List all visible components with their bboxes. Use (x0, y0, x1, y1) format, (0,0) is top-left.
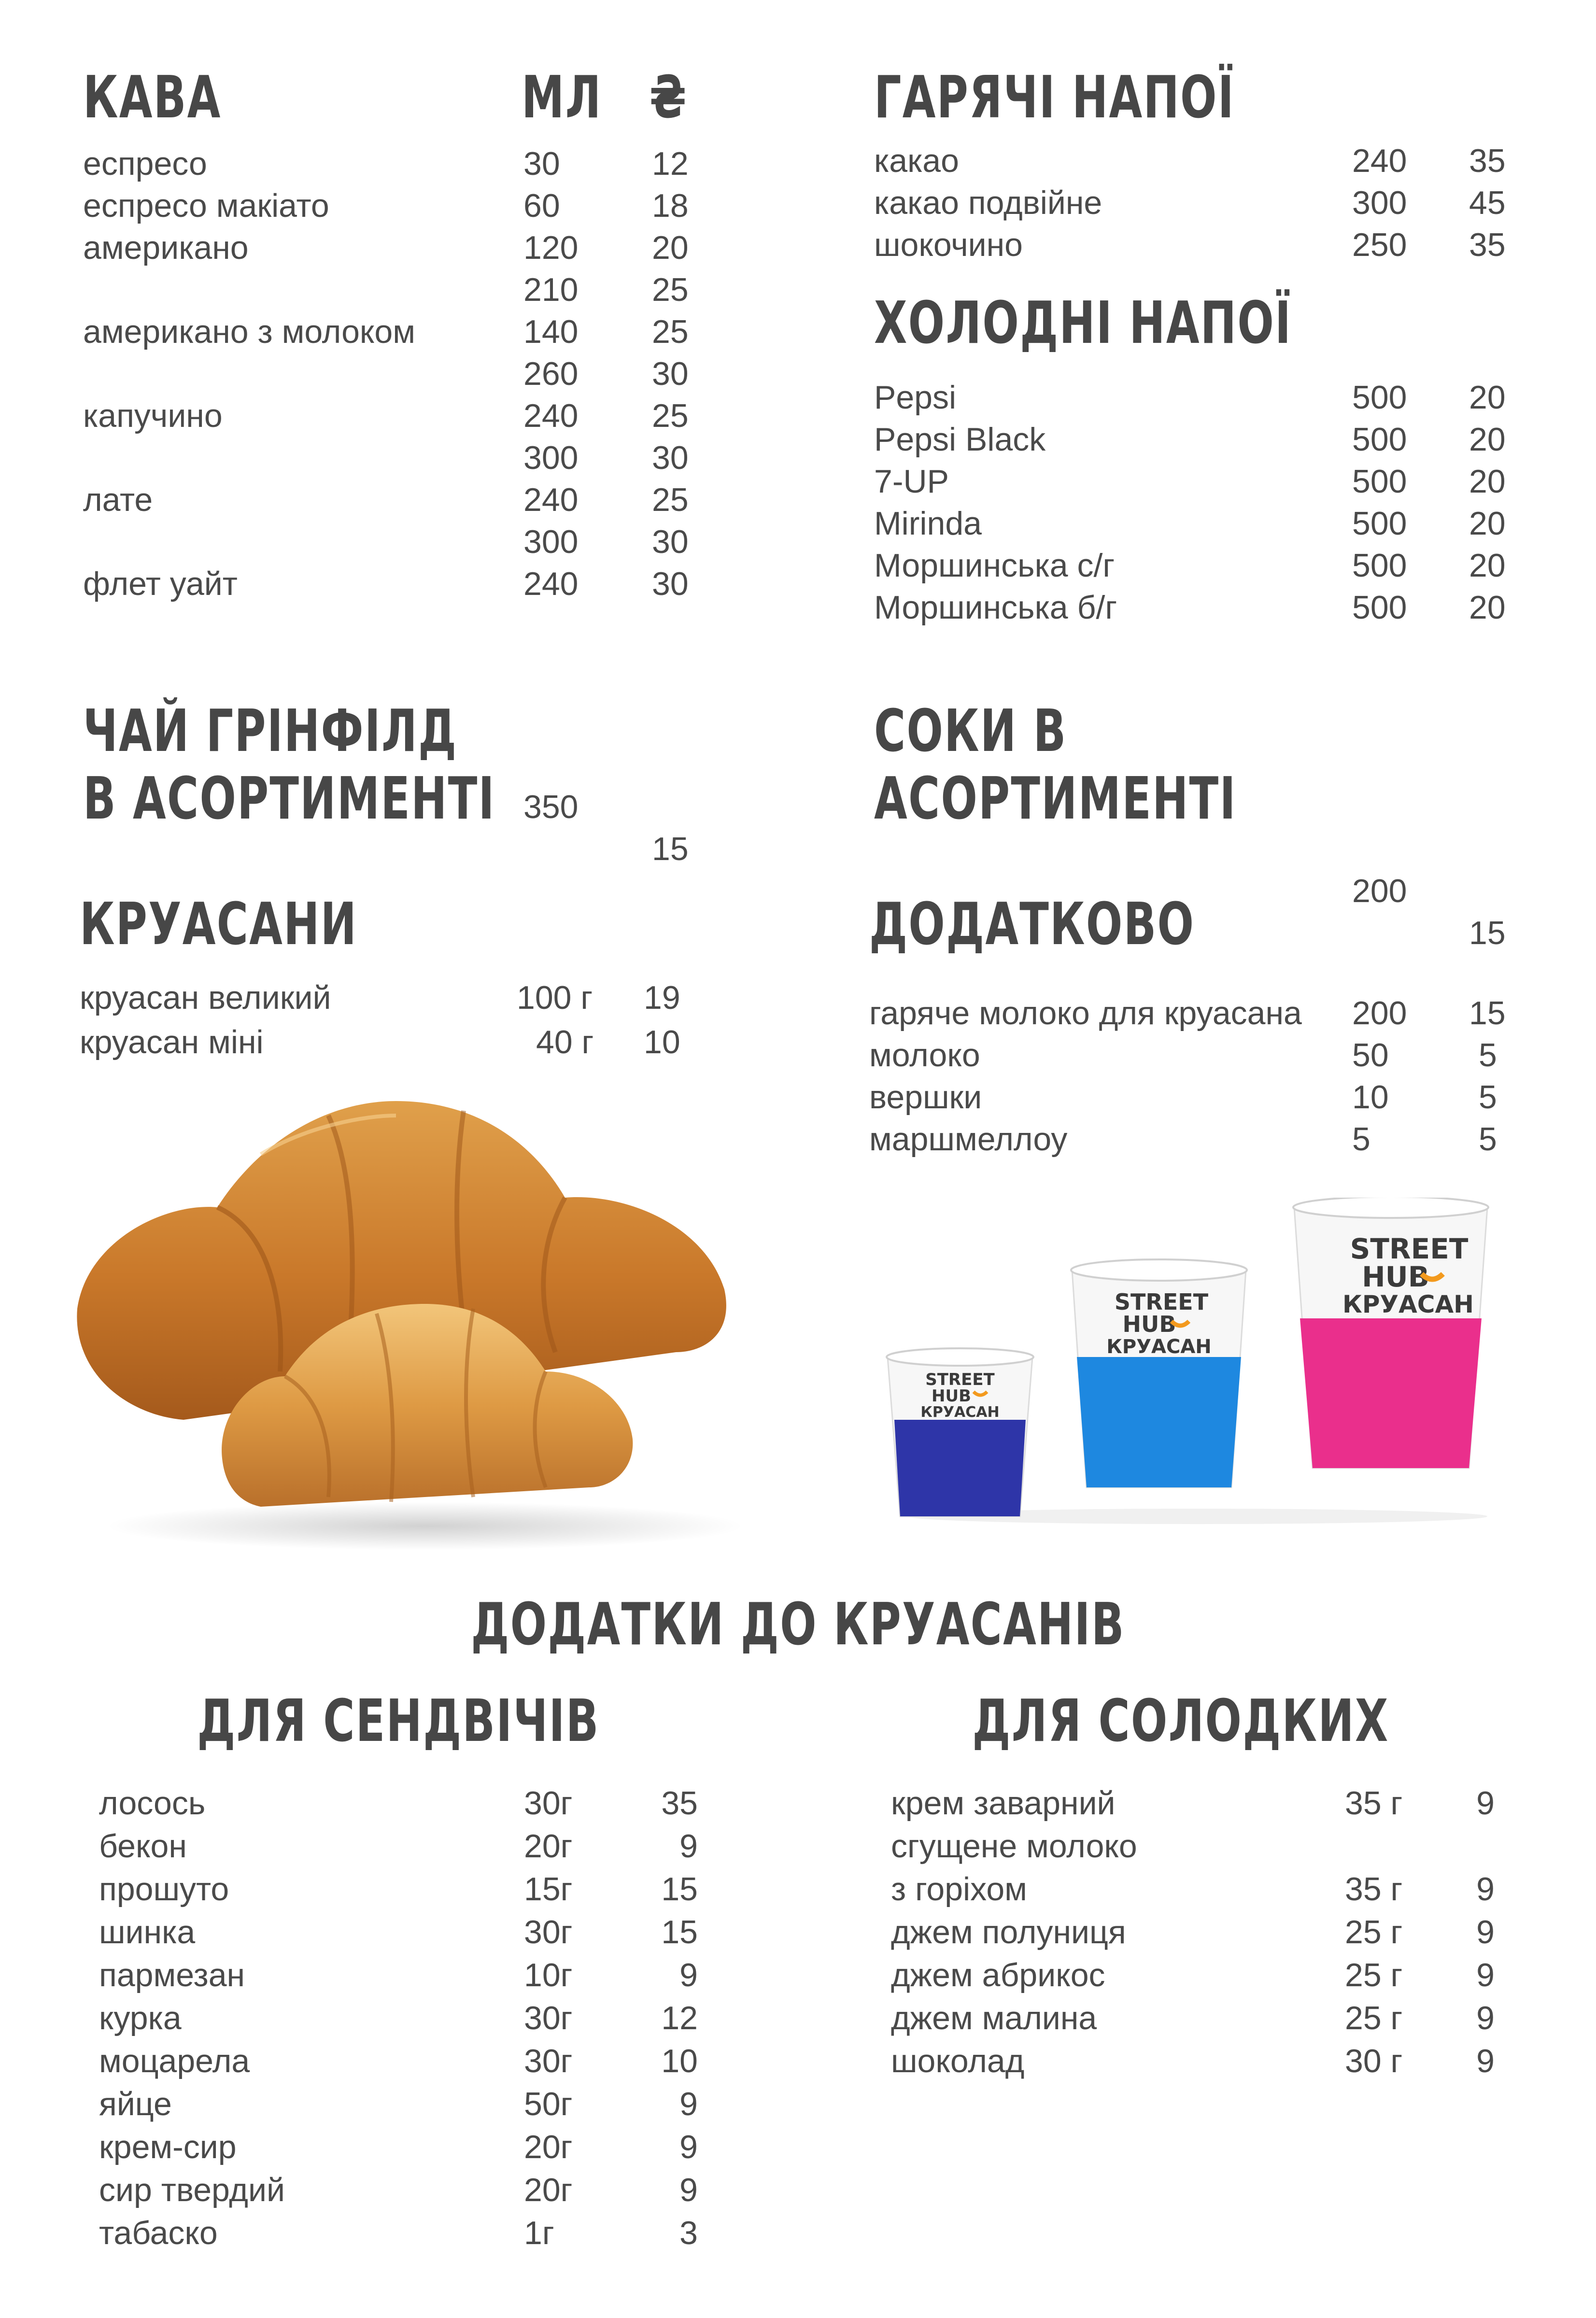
item-name: маршмеллоу (869, 1121, 1068, 1158)
item-volume: 210 (523, 271, 579, 308)
item-price: 10 (644, 1024, 680, 1060)
juice-title-line2: АСОРТИМЕНТІ (874, 765, 1237, 833)
sandwich-row (99, 1782, 727, 1825)
item-volume: 120 (523, 229, 579, 266)
extra-row (869, 1076, 1511, 1118)
item-volume: 500 (1352, 379, 1407, 416)
sweet-row (891, 1954, 1519, 1997)
item-price: 20 (1469, 463, 1506, 500)
item-price: 35 (661, 1785, 698, 1822)
item-weight: 30г (524, 1785, 573, 1822)
item-volume: 500 (1352, 421, 1407, 458)
item-price: 35 (1469, 142, 1506, 179)
item-price: 30 (652, 355, 689, 392)
sweet-row (891, 1997, 1519, 2040)
item-weight: 10г (524, 1957, 573, 1993)
item-name: Моршинська б/г (874, 589, 1117, 626)
item-name: моцарела (99, 2043, 250, 2079)
item-weight: 20г (524, 1828, 573, 1865)
item-volume: 240 (523, 565, 579, 602)
tea-title-line2: В АСОРТИМЕНТІ (83, 765, 495, 833)
item-price: 9 (1476, 2043, 1495, 2079)
item-price: 20 (652, 229, 689, 266)
item-name: Pepsi Black (874, 421, 1046, 458)
item-weight: 30г (524, 1914, 573, 1951)
item-name: молоко (869, 1037, 980, 1074)
item-weight: 30 г (1345, 2043, 1403, 2079)
item-volume: 500 (1352, 547, 1407, 584)
item-name: американо з молоком (83, 313, 416, 350)
item-name: еспресо макіато (83, 187, 329, 224)
item-price: 9 (1476, 1914, 1495, 1951)
item-name: яйце (99, 2086, 172, 2122)
item-price: 9 (1476, 1957, 1495, 1993)
item-name: з горіхом (891, 1871, 1027, 1908)
coffee-title: КАВА (83, 64, 222, 131)
cold-drink-row (874, 545, 1511, 587)
item-name: Mirinda (874, 505, 982, 542)
item-price: 12 (661, 2000, 698, 2036)
sweet-row (891, 1782, 1519, 1825)
item-price: 5 (1479, 1037, 1497, 1074)
cold-drink-row (874, 461, 1511, 503)
cup-small-line3: КРУАСАН (920, 1404, 1000, 1421)
item-name: бекон (99, 1828, 187, 1865)
coffee-row (83, 185, 711, 227)
item-name: джем абрикос (891, 1957, 1105, 1993)
item-price: 15 (661, 1914, 698, 1951)
coffee-row (83, 269, 711, 311)
item-price: 9 (679, 2172, 698, 2208)
item-volume: 250 (1352, 226, 1407, 263)
item-price: 9 (679, 1957, 698, 1993)
item-price: 9 (679, 2086, 698, 2122)
item-weight: 30г (524, 2043, 573, 2079)
hryvnia-icon: ₴ (650, 64, 688, 131)
item-weight: 30г (524, 2000, 573, 2036)
item-price: 10 (661, 2043, 698, 2079)
cup-medium (1071, 1259, 1247, 1487)
item-price: 25 (652, 481, 689, 518)
sandwich-row (99, 1997, 727, 2040)
item-name: шинка (99, 1914, 196, 1951)
item-name: вершки (869, 1079, 982, 1116)
tea-title-line1: ЧАЙ ГРІНФІЛД (83, 698, 458, 765)
sandwich-row (99, 2040, 727, 2083)
sandwich-row (99, 1911, 727, 1954)
item-name: лате (83, 481, 153, 518)
sweet-row (891, 1868, 1519, 1911)
extras-title: ДОДАТКОВО (869, 891, 1195, 958)
tea-price: 15 (652, 831, 689, 867)
sandwich-list (99, 1782, 727, 2255)
item-price: 20 (1469, 421, 1506, 458)
coffee-row (83, 353, 711, 395)
cup-large-line3: КРУАСАН (1342, 1290, 1474, 1318)
item-name: еспресо (83, 145, 207, 182)
item-weight: 35 г (1345, 1871, 1403, 1908)
item-price: 9 (1476, 1785, 1495, 1822)
item-name: круасан міні (80, 1024, 264, 1060)
item-price: 25 (652, 313, 689, 350)
item-price: 45 (1469, 184, 1506, 221)
sandwich-row (99, 1954, 727, 1997)
item-price: 30 (652, 565, 689, 602)
item-price: 30 (652, 523, 689, 560)
item-volume: 30 (523, 145, 560, 182)
item-name: курка (99, 2000, 182, 2036)
cold-drinks-title: ХОЛОДНІ НАПОЇ (874, 290, 1292, 357)
item-price: 25 (652, 271, 689, 308)
item-price: 5 (1479, 1121, 1497, 1158)
sweet-list (891, 1782, 1519, 2083)
addons-title: ДОДАТКИ ДО КРУАСАНІВ (471, 1591, 1125, 1658)
item-name: пармезан (99, 1957, 245, 1993)
item-name: какао подвійне (874, 184, 1102, 221)
cold-drink-row (874, 503, 1511, 545)
sandwich-row (99, 2212, 727, 2255)
sandwich-row (99, 2126, 727, 2169)
croissant-row (80, 975, 707, 1020)
cup-small-line1: STREET (925, 1370, 995, 1389)
item-price: 15 (661, 1871, 698, 1908)
coffee-list (83, 143, 711, 605)
item-price: 3 (679, 2215, 698, 2251)
cup-medium-line1: STREET (1114, 1289, 1209, 1315)
cup-small (887, 1348, 1033, 1516)
item-volume: 500 (1352, 463, 1407, 500)
item-weight: 20г (524, 2172, 573, 2208)
extra-row (869, 1034, 1511, 1076)
sandwich-row (99, 1868, 727, 1911)
item-volume: 240 (523, 481, 579, 518)
item-volume: 10 (1352, 1079, 1389, 1116)
hot-drink-row (874, 182, 1511, 224)
item-name: 7-UP (874, 463, 949, 500)
cup-large-line2: HUB (1362, 1260, 1429, 1293)
item-volume: 300 (523, 523, 579, 560)
cup-medium-line2: HUB (1122, 1311, 1176, 1337)
item-weight: 40 г (536, 1024, 594, 1060)
croissants-list (80, 975, 707, 1064)
cold-drinks-list (874, 377, 1511, 629)
item-name: табаско (99, 2215, 218, 2251)
sweet-row (891, 1825, 1519, 1868)
item-volume: 5 (1352, 1121, 1370, 1158)
item-price: 15 (1469, 995, 1506, 1032)
item-price: 20 (1469, 505, 1506, 542)
item-volume: 500 (1352, 589, 1407, 626)
coffee-row (83, 395, 711, 437)
item-weight: 25 г (1345, 1914, 1403, 1951)
item-volume: 240 (523, 397, 579, 434)
item-weight: 35 г (1345, 1785, 1403, 1822)
item-price: 12 (652, 145, 689, 182)
hot-drinks-list (874, 140, 1511, 266)
coffee-row (83, 563, 711, 605)
item-name: американо (83, 229, 249, 266)
item-volume: 50 (1352, 1037, 1389, 1074)
croissant-image (58, 1082, 773, 1555)
extra-row (869, 1118, 1511, 1160)
coffee-row (83, 227, 711, 269)
item-volume: 240 (1352, 142, 1407, 179)
item-price: 20 (1469, 589, 1506, 626)
tea-volume: 350 (523, 789, 579, 825)
sandwich-row (99, 2083, 727, 2126)
item-name: джем малина (891, 2000, 1097, 2036)
item-price: 9 (679, 2129, 698, 2165)
item-name: шокочино (874, 226, 1023, 263)
item-name: джем полуниця (891, 1914, 1126, 1951)
extras-list (869, 992, 1511, 1160)
item-name: шоколад (891, 2043, 1025, 2079)
sandwich-title: ДЛЯ СЕНДВІЧІВ (197, 1688, 600, 1755)
item-price: 9 (1476, 1871, 1495, 1908)
volume-column-header: МЛ (522, 64, 602, 131)
cold-drink-row (874, 419, 1511, 461)
item-name: сгущене молоко (891, 1828, 1137, 1865)
item-weight: 100 г (517, 979, 593, 1016)
juice-volume: 200 (1352, 873, 1407, 909)
item-name: Моршинська с/г (874, 547, 1115, 584)
item-name: флет уайт (83, 565, 238, 602)
item-volume: 200 (1352, 995, 1407, 1032)
sandwich-row (99, 2169, 727, 2212)
cup-large-line1: STREET (1350, 1232, 1469, 1265)
item-name: гаряче молоко для круасана (869, 995, 1302, 1032)
item-volume: 140 (523, 313, 579, 350)
cup-small-line2: HUB (932, 1386, 971, 1406)
hot-drink-row (874, 140, 1511, 182)
cup-large (1293, 1198, 1488, 1468)
item-price: 20 (1469, 379, 1506, 416)
item-volume: 60 (523, 187, 560, 224)
hot-drinks-title: ГАРЯЧІ НАПОЇ (874, 64, 1235, 131)
coffee-row (83, 479, 711, 521)
item-price: 9 (1476, 2000, 1495, 2036)
item-name: крем заварний (891, 1785, 1116, 1822)
sweet-row (891, 2040, 1519, 2083)
item-price: 30 (652, 439, 689, 476)
item-weight: 50г (524, 2086, 573, 2122)
coffee-row (83, 143, 711, 185)
item-volume: 300 (523, 439, 579, 476)
coffee-row (83, 521, 711, 563)
sweet-title: ДЛЯ СОЛОДКИХ (972, 1688, 1389, 1755)
item-weight: 1г (524, 2215, 554, 2251)
item-price: 35 (1469, 226, 1506, 263)
item-weight: 25 г (1345, 2000, 1403, 2036)
item-name: Pepsi (874, 379, 957, 416)
item-weight: 15г (524, 1871, 573, 1908)
extra-row (869, 992, 1511, 1034)
item-weight: 20г (524, 2129, 573, 2165)
item-price: 9 (679, 1828, 698, 1865)
cold-drink-row (874, 377, 1511, 419)
cold-drink-row (874, 587, 1511, 629)
sandwich-row (99, 1825, 727, 1868)
item-volume: 500 (1352, 505, 1407, 542)
hot-drink-row (874, 224, 1511, 266)
item-name: сир твердий (99, 2172, 285, 2208)
item-price: 5 (1479, 1079, 1497, 1116)
item-name: какао (874, 142, 959, 179)
item-price: 18 (652, 187, 689, 224)
item-name: крем-сир (99, 2129, 237, 2165)
juice-price: 15 (1469, 915, 1506, 951)
coffee-row (83, 437, 711, 479)
juice-title-line1: СОКИ В (874, 698, 1067, 765)
cup-medium-line3: КРУАСАН (1106, 1336, 1212, 1358)
item-weight: 25 г (1345, 1957, 1403, 1993)
item-volume: 260 (523, 355, 579, 392)
item-price: 25 (652, 397, 689, 434)
sweet-row (891, 1911, 1519, 1954)
croissants-title: КРУАСАНИ (80, 891, 358, 958)
item-name: лосось (99, 1785, 206, 1822)
item-volume: 300 (1352, 184, 1407, 221)
item-price: 19 (644, 979, 680, 1016)
item-price: 20 (1469, 547, 1506, 584)
croissant-row (80, 1020, 707, 1064)
coffee-row (83, 311, 711, 353)
item-name: круасан великий (80, 979, 331, 1016)
item-name: капучино (83, 397, 223, 434)
cups-image (879, 1198, 1497, 1526)
item-name: прошуто (99, 1871, 229, 1908)
